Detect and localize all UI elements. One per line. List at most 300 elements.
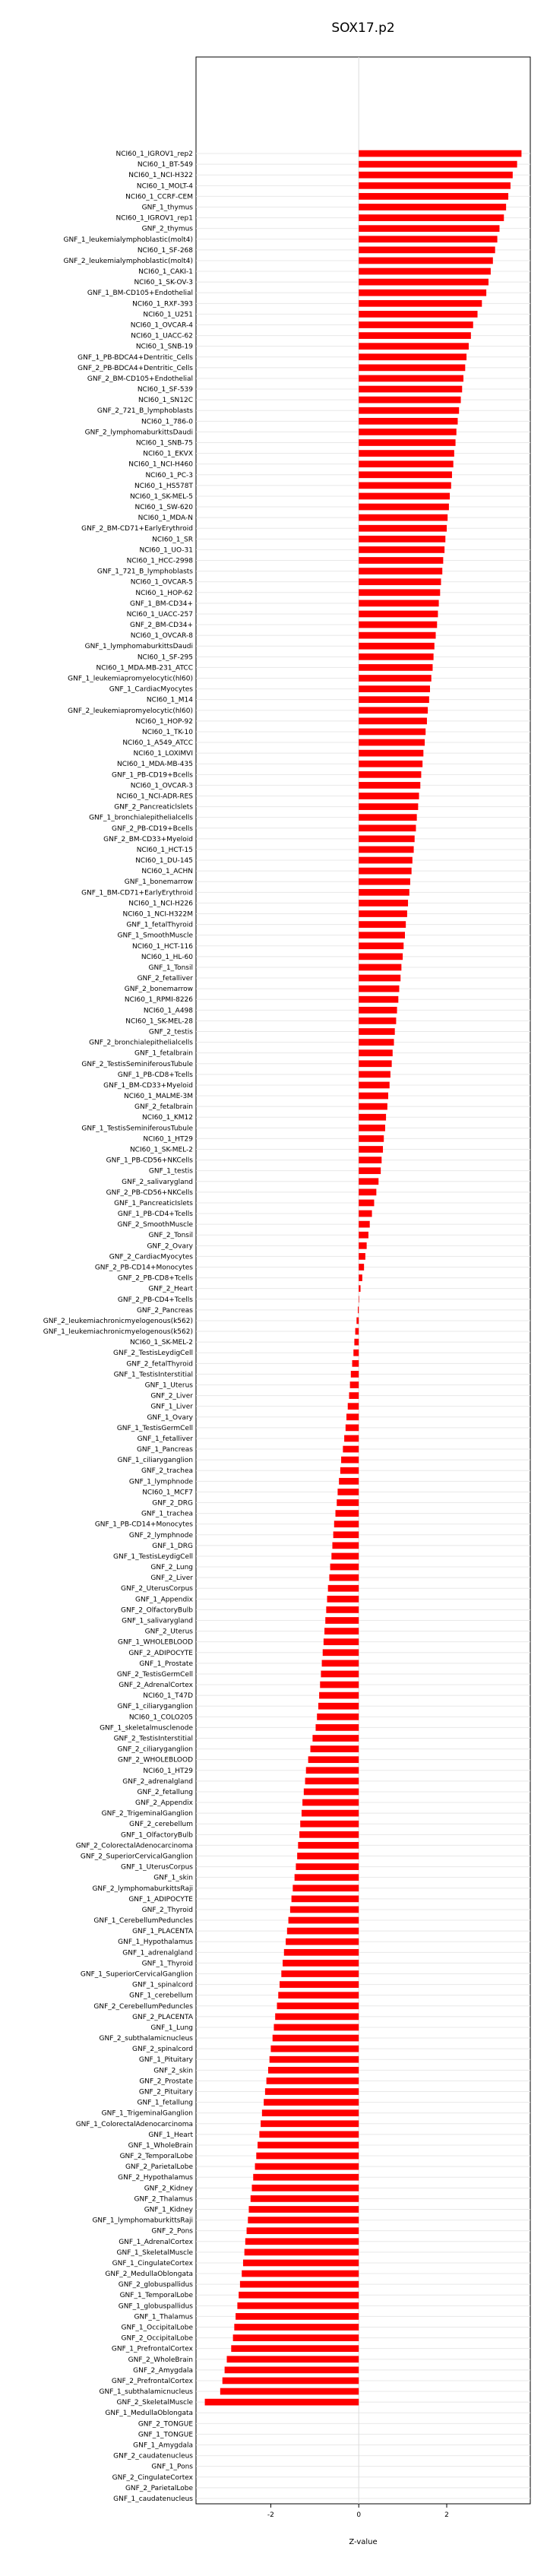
bar	[359, 204, 506, 210]
category-label: GNF_2_fetalbrain	[134, 1103, 193, 1112]
bar	[319, 1692, 359, 1699]
category-label: GNF_1_BM-CD34+	[129, 600, 193, 608]
bar	[262, 2109, 359, 2116]
category-label: GNF_2_Prostate	[139, 2078, 193, 2086]
bar	[359, 1178, 378, 1185]
category-label: GNF_2_Pancreas	[136, 1306, 193, 1315]
bar	[359, 996, 398, 1003]
bar	[359, 1285, 360, 1292]
bar	[281, 1970, 359, 1977]
category-label: GNF_2_PB-CD19+Bcells	[111, 824, 193, 833]
bar	[359, 172, 513, 179]
category-label: GNF_1_BM-CD33+Myeloid	[103, 1081, 193, 1090]
category-label: GNF_2_Lung	[150, 1564, 193, 1572]
category-label: GNF_2_subthalamicnucleus	[99, 2035, 193, 2043]
category-label: GNF_2_SkeletalMuscle	[116, 2399, 193, 2407]
category-label: GNF_1_lymphomaburkittsRaji	[92, 2217, 193, 2225]
category-label: GNF_2_salivarygland	[122, 1178, 193, 1186]
category-label: GNF_2_UterusCorpus	[121, 1585, 193, 1593]
bar	[359, 739, 425, 746]
bar	[268, 2067, 359, 2074]
chart-title: SOX17.p2	[331, 21, 395, 36]
bar	[240, 2281, 359, 2288]
bar	[359, 707, 428, 714]
category-label: NCI60_1_SK-MEL-28	[125, 1017, 193, 1026]
bar	[248, 2217, 359, 2223]
category-label: GNF_1_TrigeminalGanglion	[101, 2109, 193, 2118]
bar	[359, 868, 411, 875]
category-label: GNF_2_skin	[153, 2067, 193, 2075]
category-label: NCI60_1_EKVX	[143, 450, 193, 458]
category-label: NCI60_1_SK-MEL-2	[129, 1339, 193, 1347]
category-label: GNF_2_OccipitalLobe	[121, 2334, 193, 2343]
bar	[329, 1574, 359, 1581]
bar	[297, 1853, 359, 1859]
category-label: NCI60_1_SF-539	[137, 386, 193, 394]
bar	[359, 557, 443, 564]
bar	[359, 418, 457, 425]
category-label: GNF_2_ParietalLobe	[125, 2484, 193, 2492]
bar	[359, 889, 409, 896]
category-label: NCI60_1_SNB-19	[135, 343, 193, 351]
bar	[295, 1874, 359, 1881]
category-label: NCI60_1_U251	[143, 311, 193, 319]
bar	[296, 1863, 359, 1870]
bar	[306, 1767, 359, 1774]
x-ticks	[267, 2504, 449, 2519]
category-label: GNF_2_testis	[148, 1028, 193, 1036]
bar	[255, 2163, 359, 2170]
category-label: GNF_1_Amygdala	[133, 2442, 193, 2450]
category-label: GNF_2_PB-CD56+NKCells	[106, 1188, 193, 1197]
category-label: GNF_1_OccipitalLobe	[121, 2324, 193, 2332]
bar	[359, 1221, 369, 1228]
bar	[359, 290, 486, 296]
category-label: GNF_2_Thyroid	[141, 1906, 193, 1914]
bar	[242, 2271, 359, 2277]
category-label: GNF_2_lymphnode	[128, 1531, 193, 1540]
category-label: GNF_2_lymphomaburkittsRaji	[92, 1885, 193, 1893]
bar	[359, 150, 521, 157]
bar	[359, 771, 421, 778]
bar	[225, 2366, 359, 2373]
category-label: GNF_2_cerebellum	[129, 1821, 193, 1829]
category-label: NCI60_1_OVCAR-3	[130, 782, 193, 790]
bar	[359, 429, 457, 435]
category-label: NCI60_1_PC-3	[145, 471, 193, 479]
category-label: GNF_1_caudatenucleus	[113, 2495, 193, 2503]
category-label: GNF_1_Pons	[151, 2463, 193, 2471]
category-label: NCI60_1_HCT-15	[136, 846, 193, 854]
category-label: GNF_1_cerebellum	[129, 1992, 193, 2000]
bar	[359, 803, 418, 810]
bar	[231, 2345, 359, 2352]
bar	[243, 2260, 359, 2267]
category-label: GNF_2_BM-CD33+Myeloid	[103, 835, 193, 843]
category-label: GNF_1_Thyroid	[141, 1960, 193, 1968]
category-label: NCI60_1_SW-620	[134, 504, 193, 512]
bar	[332, 1542, 359, 1549]
bar	[359, 300, 482, 307]
bar	[359, 1232, 368, 1239]
category-label: NCI60_1_SF-268	[137, 246, 193, 255]
category-label: GNF_1_PB-CD14+Monocytes	[94, 1521, 193, 1529]
bar	[359, 653, 433, 660]
bar	[359, 622, 437, 628]
bar	[359, 1135, 384, 1142]
bar	[247, 2227, 359, 2234]
category-label: GNF_2_Hypothalamus	[118, 2174, 193, 2182]
category-label: GNF_1_721_B_lymphoblasts	[96, 568, 193, 576]
bar	[359, 1007, 397, 1014]
category-label: NCI60_1_SF-295	[137, 653, 193, 662]
category-label: NCI60_1_OVCAR-4	[130, 321, 193, 330]
category-label: GNF_2_BM-CD71+EarlyErythroid	[81, 525, 193, 533]
bar	[359, 193, 508, 200]
category-label: GNF_1_lymphnode	[128, 1478, 193, 1486]
category-label: GNF_1_PB-BDCA4+Dentritic_Cells	[77, 353, 193, 362]
bar	[259, 2131, 359, 2138]
bar	[359, 236, 497, 242]
bar	[359, 824, 416, 831]
category-label: GNF_1_globuspallidus	[118, 2302, 193, 2311]
bar	[359, 343, 469, 350]
category-label: GNF_2_leukemiachronicmyelogenous(k562)	[43, 1317, 193, 1325]
category-label: NCI60_1_UO-31	[139, 546, 193, 555]
category-label: GNF_1_CardiacMyocytes	[109, 685, 193, 694]
category-label: GNF_1_lymphomaburkittsDaudi	[84, 643, 193, 651]
category-label: GNF_2_trachea	[141, 1467, 193, 1476]
bar	[220, 2388, 359, 2395]
category-label: NCI60_1_HT29	[143, 1767, 193, 1775]
bar	[359, 675, 432, 682]
bar	[299, 1831, 359, 1838]
category-label: GNF_1_Thalamus	[134, 2313, 193, 2321]
bar	[359, 696, 429, 703]
bar	[359, 1103, 387, 1110]
bar	[359, 1188, 376, 1195]
category-label: GNF_1_leukemiapromyelocytic(hl60)	[68, 675, 193, 683]
bar	[359, 1060, 391, 1067]
bar	[264, 2099, 359, 2106]
bar	[359, 161, 517, 168]
bar	[359, 225, 499, 232]
category-label: GNF_2_TemporalLobe	[119, 2153, 193, 2161]
bar	[261, 2120, 359, 2127]
category-label: GNF_1_ciliaryganglion	[117, 1457, 193, 1465]
category-label: GNF_2_fetalliver	[137, 975, 193, 983]
bar	[323, 1649, 359, 1656]
category-label: GNF_2_lymphomaburkittsDaudi	[84, 429, 193, 437]
bar	[340, 1467, 359, 1474]
category-label: GNF_1_Liver	[150, 1403, 193, 1411]
category-label: NCI60_1_NCI-H322M	[122, 910, 193, 919]
bar	[359, 1114, 386, 1121]
bar	[324, 1638, 359, 1645]
category-label: GNF_1_TestisInterstitial	[113, 1371, 193, 1379]
bar	[359, 1200, 374, 1207]
category-label: GNF_1_MedullaOblongata	[105, 2410, 193, 2418]
bar	[334, 1531, 359, 1538]
category-label: NCI60_1_M14	[146, 696, 193, 704]
category-label: NCI60_1_HCT-116	[132, 942, 193, 951]
category-label: GNF_2_bronchialepithelialcells	[89, 1039, 193, 1047]
bar	[320, 1682, 359, 1688]
category-label: NCI60_1_NCI-H322	[128, 172, 193, 180]
bar	[325, 1617, 359, 1624]
category-label: GNF_2_globuspallidus	[118, 2281, 193, 2290]
category-label: NCI60_1_SR	[152, 536, 193, 544]
bar	[354, 1339, 359, 1346]
category-label: NCI60_1_T47D	[143, 1692, 193, 1701]
bar	[356, 1318, 359, 1324]
bar	[258, 2142, 359, 2149]
bar	[359, 1264, 364, 1271]
bar	[359, 364, 465, 371]
category-label: NCI60_1_MOLT-4	[136, 182, 193, 191]
category-label: GNF_2_AdrenalCortex	[119, 1682, 193, 1690]
bar	[359, 246, 495, 253]
bar	[359, 460, 453, 467]
bar	[359, 750, 423, 757]
category-label: NCI60_1_BT-549	[137, 161, 193, 169]
category-label: GNF_2_TestisSeminiferousTubule	[81, 1060, 193, 1068]
bar	[284, 1949, 359, 1956]
category-label: GNF_2_Liver	[150, 1574, 193, 1583]
bar	[359, 375, 463, 382]
bar	[337, 1489, 359, 1495]
bar	[236, 2313, 359, 2320]
bar	[359, 386, 462, 393]
bar	[359, 407, 459, 414]
category-label: GNF_2_Pituitary	[138, 2088, 193, 2097]
bar	[359, 900, 408, 907]
category-label: NCI60_1_NCI-H460	[128, 460, 193, 469]
category-label: GNF_1_PB-CD19+Bcells	[111, 771, 193, 780]
bar	[359, 471, 452, 478]
category-label: GNF_2_Tonsil	[148, 1232, 193, 1240]
category-label: NCI60_1_NCI-H226	[128, 900, 193, 908]
category-label: GNF_2_WHOLEBLOOD	[117, 1756, 193, 1764]
category-label: NCI60_1_HL-60	[141, 953, 193, 961]
category-label: GNF_1_PB-CD8+Tcells	[117, 1071, 193, 1079]
category-label: GNF_1_WHOLEBLOOD	[117, 1638, 193, 1647]
bar	[359, 942, 403, 949]
bar	[280, 1981, 359, 1988]
category-label: GNF_1_CerebellumPeduncles	[93, 1917, 193, 1926]
category-label: NCI60_1_HOP-62	[135, 589, 193, 597]
bar	[359, 1049, 393, 1056]
bar	[300, 1821, 359, 1828]
bar	[305, 1777, 359, 1784]
category-label: GNF_2_caudatenucleus	[113, 2452, 193, 2460]
category-label: GNF_1_SmoothMuscle	[117, 932, 193, 940]
category-label: GNF_1_UterusCorpus	[121, 1863, 193, 1872]
category-label: GNF_2_ADIPOCYTE	[128, 1649, 193, 1657]
bar	[359, 279, 489, 286]
bar	[253, 2174, 359, 2181]
x-tick-label: 0	[356, 2511, 362, 2519]
category-label: GNF_1_TemporalLobe	[119, 2292, 193, 2300]
bar	[315, 1724, 359, 1731]
bar	[359, 578, 441, 585]
category-label: GNF_2_fetallung	[137, 1788, 193, 1796]
category-label: GNF_2_SuperiorCervicalGanglion	[80, 1853, 193, 1861]
category-label: GNF_1_Kidney	[144, 2206, 193, 2214]
category-label: GNF_1_ADIPOCYTE	[128, 1895, 193, 1904]
category-label: NCI60_1_KM12	[142, 1114, 193, 1122]
x-tick-label: 2	[444, 2511, 449, 2519]
bar	[256, 2153, 359, 2160]
bar	[359, 504, 449, 511]
bar	[270, 2056, 359, 2063]
bar	[359, 568, 442, 574]
bar	[349, 1392, 359, 1399]
bar	[359, 910, 407, 917]
category-label: GNF_2_leukemiapromyelocytic(hl60)	[68, 707, 193, 715]
category-label: GNF_1_fetalliver	[137, 1435, 193, 1443]
category-label: NCI60_1_HT29	[143, 1135, 193, 1144]
category-label: GNF_1_skeletalmusclenode	[100, 1724, 193, 1733]
category-label: GNF_1_TONGUE	[138, 2431, 193, 2439]
bar	[318, 1703, 359, 1710]
category-label: NCI60_1_UACC-62	[131, 332, 193, 340]
category-labels	[43, 150, 194, 2503]
bar	[359, 975, 400, 982]
category-label: GNF_1_Pancreas	[136, 1446, 193, 1454]
category-label: GNF_2_Appendix	[135, 1799, 193, 1808]
bar	[292, 1885, 359, 1891]
category-label: GNF_2_PB-CD4+Tcells	[117, 1296, 193, 1304]
category-label: GNF_2_SmoothMuscle	[117, 1221, 193, 1229]
bar	[359, 782, 420, 789]
category-label: GNF_1_fetalThyroid	[126, 921, 193, 929]
bar	[289, 1917, 359, 1924]
category-label: NCI60_1_A549_ATCC	[122, 739, 193, 748]
bar	[343, 1446, 359, 1453]
category-label: GNF_1_BM-CD71+EarlyErythroid	[81, 889, 193, 897]
bar	[351, 1371, 359, 1378]
category-label: GNF_1_BM-CD105+Endothelial	[87, 290, 193, 298]
bar	[245, 2248, 359, 2255]
bar	[359, 1017, 396, 1024]
bar	[359, 1146, 383, 1153]
bar	[356, 1328, 359, 1335]
category-label: GNF_2_thymus	[141, 225, 193, 233]
category-label: NCI60_1_OVCAR-8	[130, 632, 193, 641]
category-label: GNF_2_Heart	[148, 1285, 193, 1293]
bar	[324, 1628, 359, 1635]
category-label: GNF_2_Amygdala	[133, 2366, 193, 2375]
category-label: GNF_2_PB-CD8+Tcells	[117, 1274, 193, 1283]
bar	[327, 1596, 359, 1603]
bar	[359, 611, 438, 618]
category-label: NCI60_1_NCI-ADR-RES	[116, 793, 193, 801]
bar	[359, 1157, 381, 1163]
category-label: GNF_2_CardiacMyocytes	[109, 1253, 193, 1261]
bar	[359, 878, 410, 885]
category-label: NCI60_1_MDA-MB-435	[117, 761, 193, 769]
category-label: GNF_1_bonemarrow	[124, 878, 193, 887]
category-label: NCI60_1_RXF-393	[132, 300, 193, 309]
category-label: GNF_1_Tonsil	[148, 964, 193, 972]
category-label: GNF_1_skin	[153, 1874, 193, 1882]
category-label: GNF_1_Lung	[150, 2024, 193, 2032]
category-label: GNF_2_Pancreaticlslets	[114, 803, 193, 812]
bar	[270, 2046, 359, 2052]
category-label: NCI60_1_DU-145	[135, 857, 193, 866]
bar	[359, 986, 399, 992]
bar	[265, 2088, 359, 2095]
bar	[359, 761, 422, 767]
category-label: NCI60_1_MDA-MB-231_ATCC	[96, 664, 193, 672]
category-label: GNF_1_TestisSeminiferousTubule	[81, 1125, 193, 1133]
category-label: GNF_1_leukemiachronicmyelogenous(k562)	[43, 1328, 193, 1337]
bar	[359, 1039, 394, 1046]
bar	[334, 1521, 359, 1527]
bar	[359, 1028, 394, 1035]
bar	[359, 835, 415, 842]
bar	[302, 1799, 359, 1806]
bar	[359, 1071, 390, 1078]
category-label: GNF_2_TrigeminalGanglion	[101, 1810, 193, 1818]
category-label: GNF_1_fetalbrain	[134, 1049, 193, 1058]
bar	[359, 1125, 385, 1131]
bar	[277, 2002, 359, 2009]
category-label: NCI60_1_COLO205	[128, 1714, 193, 1722]
category-label: GNF_1_Ovary	[147, 1413, 193, 1422]
bar	[359, 729, 425, 736]
category-label: GNF_1_Pituitary	[138, 2056, 193, 2065]
bar	[359, 717, 427, 724]
category-label: GNF_2_PB-CD14+Monocytes	[94, 1264, 193, 1272]
category-label: GNF_2_ParietalLobe	[125, 2163, 193, 2172]
category-label: GNF_2_leukemialymphoblastic(molt4)	[63, 257, 193, 265]
category-label: GNF_1_TestisGermCell	[116, 1424, 193, 1432]
category-label: NCI60_1_MCF7	[142, 1489, 193, 1497]
category-label: GNF_2_721_B_lymphoblasts	[96, 407, 193, 416]
bar	[359, 1093, 388, 1100]
bar	[252, 2185, 359, 2191]
bar	[344, 1435, 359, 1442]
category-label: GNF_1_Uterus	[144, 1381, 193, 1390]
category-label: GNF_1_PrefrontalCortex	[111, 2345, 193, 2353]
category-label: GNF_1_Hypothalamus	[118, 1938, 193, 1947]
category-label: NCI60_1_HOP-92	[135, 717, 193, 726]
category-label: GNF_2_WholeBrain	[128, 2356, 193, 2364]
bar	[359, 321, 473, 328]
category-label: GNF_1_testis	[148, 1167, 193, 1176]
category-label: NCI60_1_RPMI-8226	[124, 996, 193, 1005]
bar	[286, 1938, 359, 1945]
category-label: GNF_1_spinalcord	[132, 1981, 193, 1989]
bar	[359, 632, 435, 639]
bar	[359, 589, 440, 596]
category-label: GNF_2_Uterus	[144, 1628, 193, 1636]
bar	[275, 2013, 359, 2020]
category-label: GNF_1_Appendix	[135, 1596, 193, 1604]
bar	[359, 536, 445, 543]
x-axis-title: Z-value	[349, 2538, 378, 2546]
category-label: GNF_1_ciliaryganglion	[117, 1703, 193, 1711]
bar	[302, 1810, 359, 1817]
bar	[359, 525, 447, 532]
bar	[336, 1510, 359, 1517]
bar	[359, 1253, 365, 1260]
category-label: NCI60_1_SN12C	[138, 397, 193, 405]
bar	[283, 1960, 359, 1967]
category-label: GNF_1_Heart	[148, 2131, 193, 2139]
